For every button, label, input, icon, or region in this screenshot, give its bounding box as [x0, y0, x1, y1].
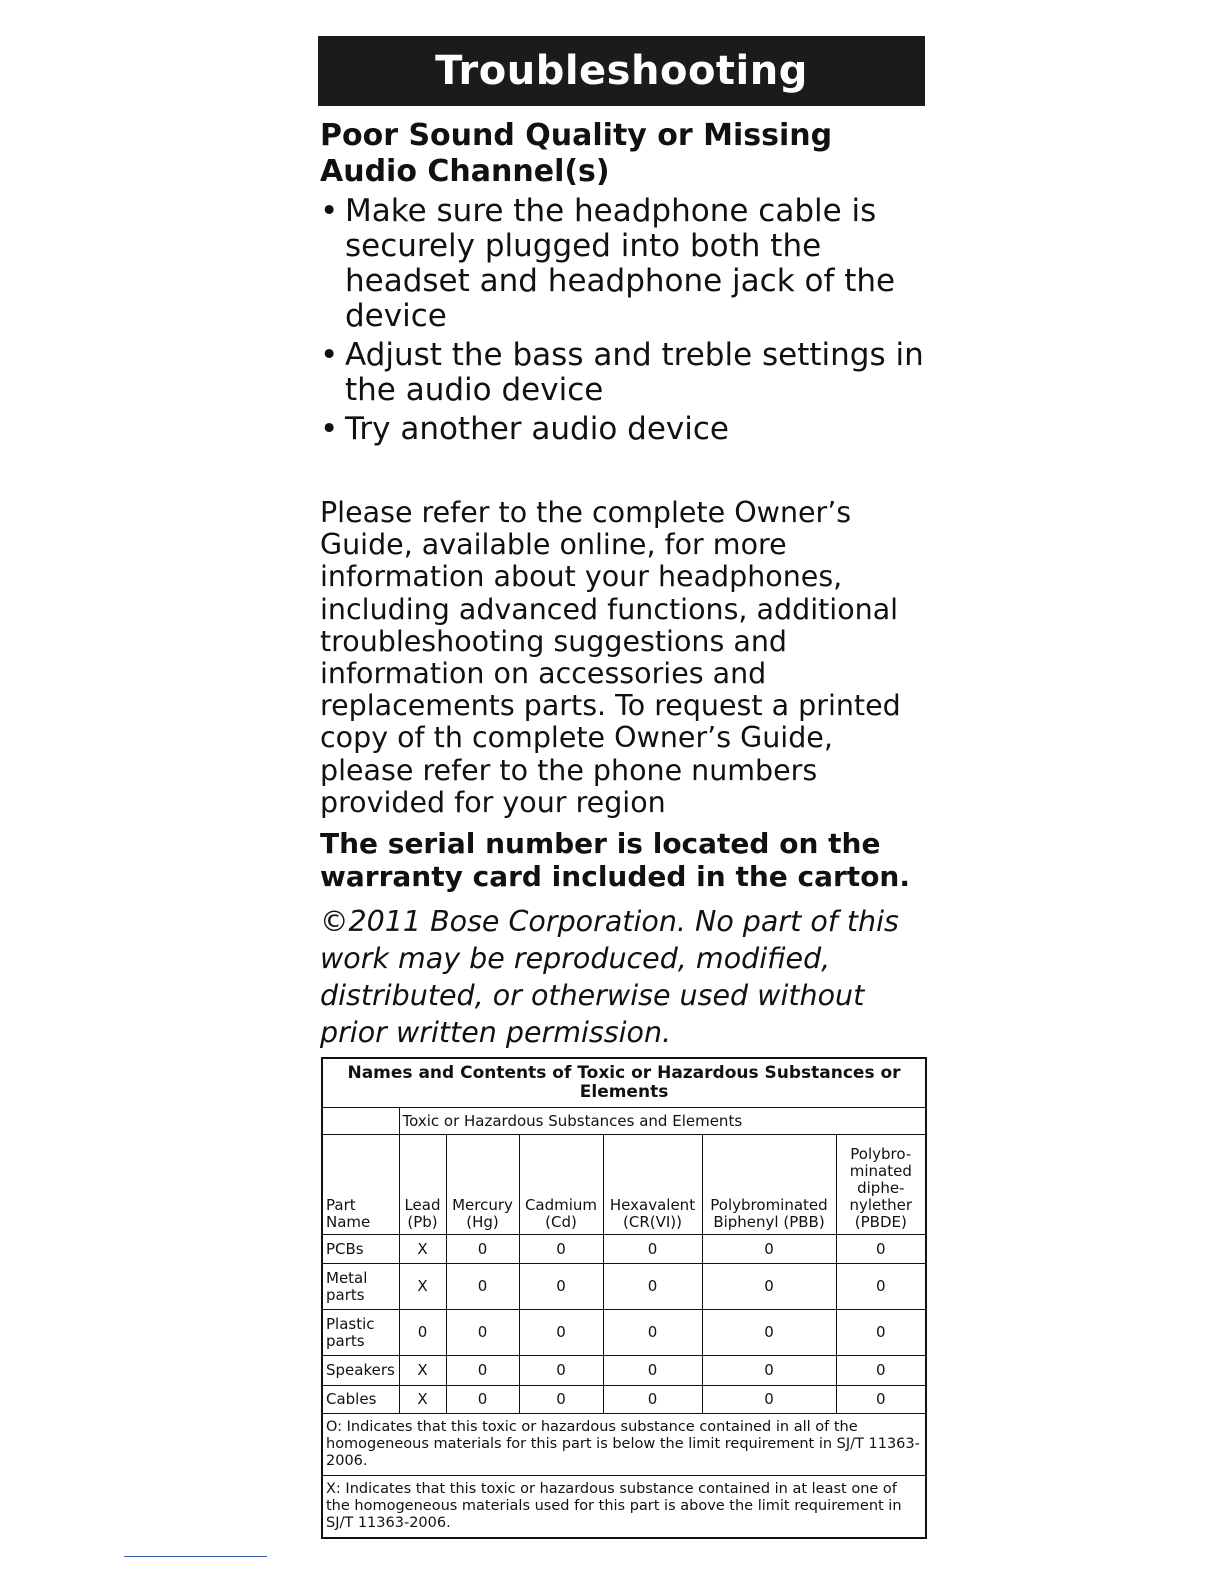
header-hexavalent: Hexavalent (CR(VI)) [603, 1135, 702, 1235]
value-cell: 0 [836, 1235, 926, 1264]
list-item: • Adjust the bass and treble settings in the audio device [320, 338, 930, 408]
value-cell: X [399, 1264, 446, 1310]
part-name-cell: Plastic parts [322, 1310, 399, 1356]
list-item: • Try another audio device [320, 412, 930, 447]
part-name-cell: Metal parts [322, 1264, 399, 1310]
table-row [322, 1386, 926, 1414]
table-empty-cell [322, 1108, 399, 1135]
value-cell: 0 [446, 1310, 519, 1356]
part-name-cell: Cables [322, 1386, 399, 1414]
owners-guide-paragraph: Please refer to the complete Owner’s Guide, available online, for more information about your headphones, including advanced functions, additional troubleshooting suggestions and information on accessories and replacements parts. To request a printed copy of th complete Owner’s Guide, please refer to the phone numbers provided for your region [320, 496, 901, 819]
table-row [322, 1310, 926, 1356]
value-cell: 0 [702, 1264, 836, 1310]
value-cell: 0 [446, 1235, 519, 1264]
header-mercury: Mercury (Hg) [446, 1135, 519, 1235]
value-cell: 0 [446, 1264, 519, 1310]
value-cell: 0 [836, 1386, 926, 1414]
value-cell: 0 [702, 1235, 836, 1264]
table-header-row [322, 1135, 926, 1235]
copyright-notice: ©2011 Bose Corporation. No part of this work may be reproduced, modified, distributed, or otherwise used without prior written permission. [320, 905, 899, 1050]
value-cell: X [399, 1356, 446, 1386]
value-cell: 0 [702, 1386, 836, 1414]
list-item: • Make sure the headphone cable is securely plugged into both the headset and headphone jack of the device [320, 194, 930, 334]
value-cell: X [399, 1235, 446, 1264]
value-cell: 0 [603, 1235, 702, 1264]
page-title: Troubleshooting [435, 48, 808, 94]
value-cell: 0 [603, 1356, 702, 1386]
table-row [322, 1356, 926, 1386]
header-lead: Lead (Pb) [399, 1135, 446, 1235]
value-cell: 0 [519, 1386, 603, 1414]
value-cell: 0 [702, 1310, 836, 1356]
value-cell: X [399, 1386, 446, 1414]
value-cell: 0 [603, 1310, 702, 1356]
header-part-name: Part Name [322, 1135, 399, 1235]
part-name-cell: Speakers [322, 1356, 399, 1386]
header-cadmium: Cadmium (Cd) [519, 1135, 603, 1235]
serial-number-note: The serial number is located on the warranty card included in the carton. [320, 827, 910, 894]
table-row [322, 1264, 926, 1310]
part-name-cell: PCBs [322, 1235, 399, 1264]
table-subtitle: Toxic or Hazardous Substances and Elements [399, 1108, 926, 1135]
value-cell: 0 [519, 1310, 603, 1356]
page-title-banner [318, 36, 925, 106]
value-cell: 0 [399, 1310, 446, 1356]
footer-divider [124, 1556, 267, 1557]
value-cell: 0 [603, 1264, 702, 1310]
value-cell: 0 [519, 1356, 603, 1386]
value-cell: 0 [603, 1386, 702, 1414]
section-heading: Poor Sound Quality or Missing Audio Channel(s) [320, 118, 833, 189]
legend-o-note: O: Indicates that this toxic or hazardous substance contained in all of the homogeneous materials for this part is below the limit requirement in SJ/T 11363-2006. [322, 1414, 926, 1476]
troubleshooting-list [320, 194, 930, 447]
header-pbde: Polybro-minated diphe-nylether (PBDE) [836, 1135, 926, 1235]
value-cell: 0 [519, 1235, 603, 1264]
table-title: Names and Contents of Toxic or Hazardous Substances or Elements [322, 1058, 926, 1108]
main-content [320, 118, 930, 1051]
value-cell: 0 [836, 1310, 926, 1356]
table-row [322, 1235, 926, 1264]
value-cell: 0 [702, 1356, 836, 1386]
value-cell: 0 [836, 1264, 926, 1310]
legend-x-note: X: Indicates that this toxic or hazardous substance contained in at least one of the homogeneous materials used for this part is above the limit requirement in SJ/T 11363-2006. [322, 1476, 926, 1538]
value-cell: 0 [446, 1356, 519, 1386]
header-pbb: Polybrominated Biphenyl (PBB) [702, 1135, 836, 1235]
value-cell: 0 [836, 1356, 926, 1386]
hazardous-substances-table [321, 1057, 927, 1539]
value-cell: 0 [519, 1264, 603, 1310]
value-cell: 0 [446, 1386, 519, 1414]
